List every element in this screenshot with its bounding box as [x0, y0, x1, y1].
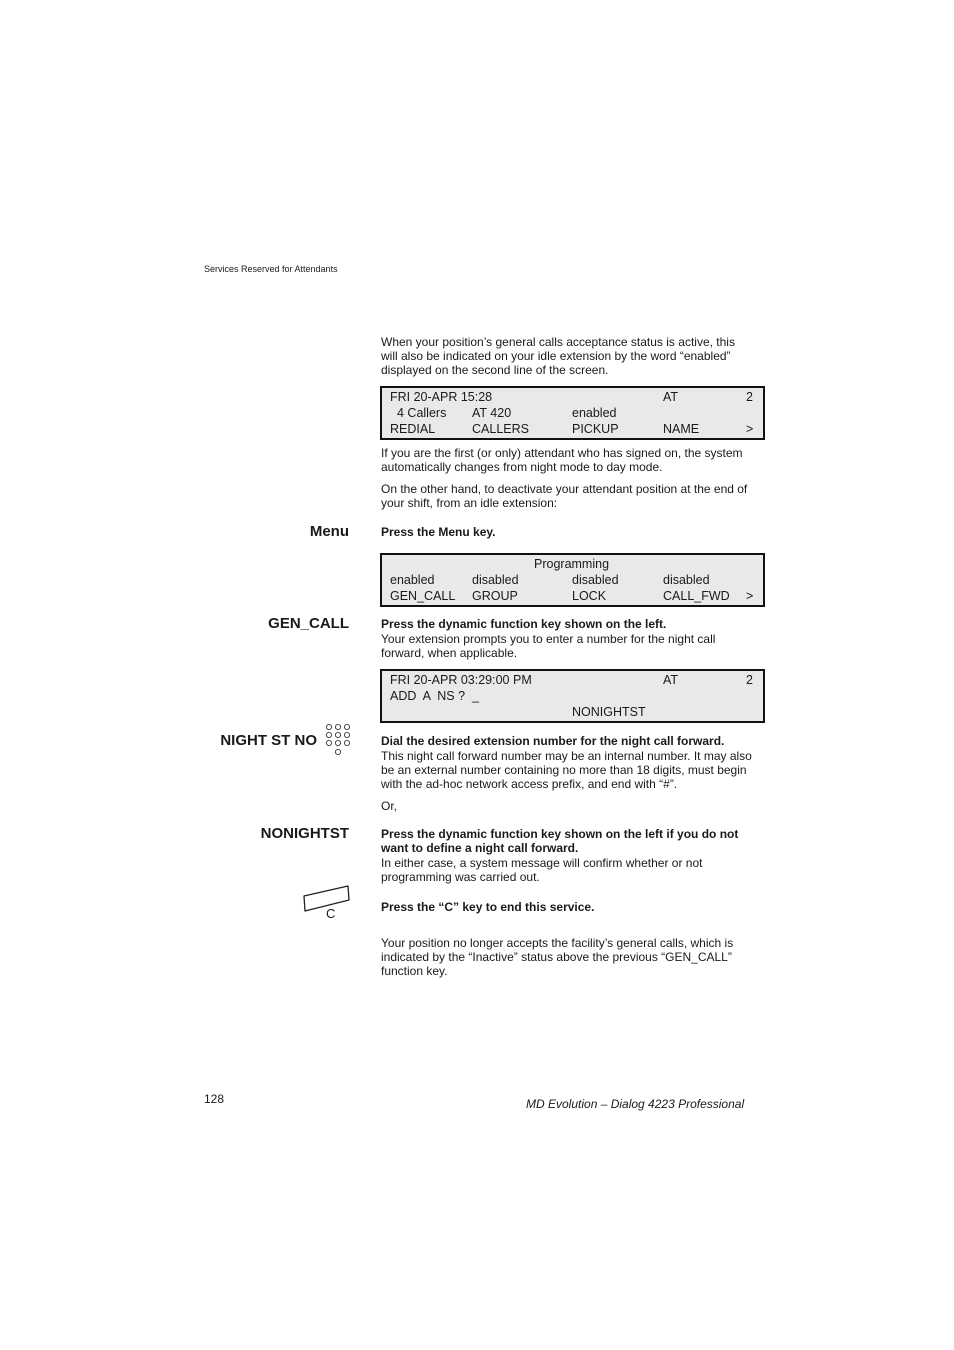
softkey-redial[interactable]: REDIAL — [390, 422, 436, 436]
gen-call-key-label: GEN_CALL — [268, 615, 349, 632]
softkey-lock[interactable]: LOCK — [572, 589, 607, 603]
closing-paragraph: Your position no longer accepts the facility’s general calls, which is indicated by the “Inactive” status above the previous “GEN_CALL” function key. — [381, 936, 734, 978]
softkey-callers[interactable]: CALLERS — [472, 422, 529, 436]
c-key-icon — [300, 884, 352, 924]
softkey-gen-call[interactable]: GEN_CALL — [390, 589, 456, 603]
night-st-no-note: This night call forward number may be an internal number. It may also be an external number containing no more than 18 digits, must begin with the ad-hoc network access prefix, and end with “#”. — [381, 749, 752, 791]
menu-instruction: Press the Menu key. — [381, 525, 496, 539]
softkey-more[interactable]: > — [746, 589, 754, 603]
screen-extension: AT 420 — [472, 406, 512, 420]
screen-status-at: AT — [663, 390, 679, 404]
first-attendant-paragraph: If you are the first (or only) attendant who has signed on, the system automatically changes from night mode to day mode. — [381, 446, 743, 474]
document-title: MD Evolution – Dialog 4223 Professional — [526, 1097, 745, 1111]
screen-date-time: FRI 20-APR 03:29:00 PM — [390, 673, 532, 687]
nonightst-key-label: NONIGHTST — [260, 825, 349, 842]
screen-programming-title: Programming — [534, 557, 610, 571]
screen-callers-count: 4 Callers — [397, 406, 447, 420]
menu-key-label: Menu — [309, 523, 349, 540]
call-fwd-status: disabled — [663, 573, 710, 587]
c-key-letter: C — [326, 906, 336, 921]
gen-call-instruction: Press the dynamic function key shown on the left. — [381, 617, 667, 631]
display-screen-programming — [380, 553, 765, 607]
screen-prompt: ADD A NS ? _ — [390, 689, 479, 703]
softkey-group[interactable]: GROUP — [472, 589, 518, 603]
screen-status-at: AT — [663, 673, 679, 687]
night-st-no-label: NIGHT ST NO — [220, 732, 317, 749]
gen-call-status: enabled — [390, 573, 435, 587]
screen-position-number: 2 — [746, 673, 753, 687]
softkey-name[interactable]: NAME — [663, 422, 700, 436]
screen-date-time: FRI 20-APR 15:28 — [390, 390, 493, 404]
keypad-icon — [325, 723, 351, 759]
intro-paragraph: When your position’s general calls acceptance status is active, this will also be indicated on your idle extension by the word “enabled” displayed on the second line of the screen. — [381, 335, 735, 377]
night-st-no-instruction: Dial the desired extension number for the night call forward. — [381, 734, 725, 748]
deactivate-paragraph: On the other hand, to deactivate your attendant position at the end of your shift, from an idle extension: — [381, 482, 748, 510]
nonightst-note: In either case, a system message will confirm whether or not programming was carried out. — [381, 856, 703, 884]
running-header: Services Reserved for Attendants — [204, 264, 338, 274]
c-key-instruction: Press the “C” key to end this service. — [381, 900, 595, 914]
softkey-pickup[interactable]: PICKUP — [572, 422, 619, 436]
lock-status: disabled — [572, 573, 619, 587]
screen-enabled-status: enabled — [572, 406, 617, 420]
gen-call-note: Your extension prompts you to enter a number for the night call forward, when applicable. — [381, 632, 716, 660]
display-screen-night-forward — [380, 669, 765, 723]
group-status: disabled — [472, 573, 519, 587]
screen-position-number: 2 — [746, 390, 753, 404]
page-number: 128 — [204, 1092, 225, 1106]
or-text: Or, — [381, 799, 398, 813]
display-screen-idle — [380, 386, 765, 440]
softkey-more[interactable]: > — [746, 422, 754, 436]
softkey-call-fwd[interactable]: CALL_FWD — [663, 589, 730, 603]
nonightst-instruction: Press the dynamic function key shown on the left if you do not want to define a night call forward. — [381, 827, 739, 855]
softkey-nonightst[interactable]: NONIGHTST — [572, 705, 646, 719]
